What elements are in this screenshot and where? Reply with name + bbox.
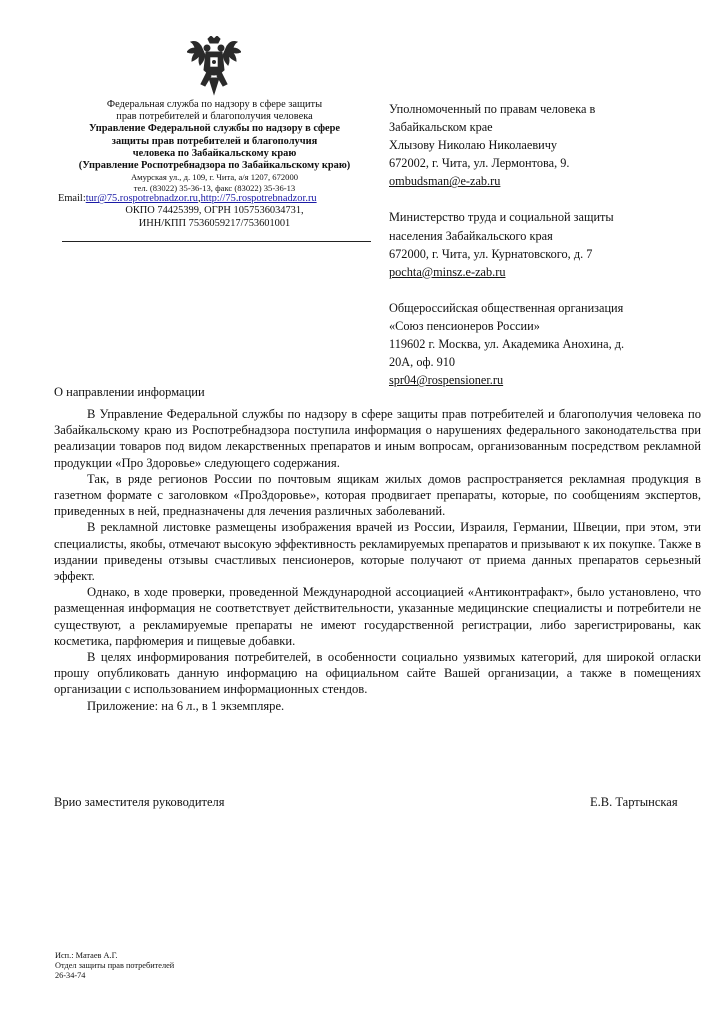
okpo-line: ОКПО 74425399, ОГРН 1057536034731, [125,205,304,217]
signer-position: Врио заместителя руководителя [54,795,225,809]
header-divider [62,241,371,242]
sender-header [52,99,377,242]
letter-subject: О направлении информации [54,385,205,399]
sender-phone: тел. (83022) 35-36-13, факс (83022) 35-36-13 [133,182,296,193]
inn-line: ИНН/КПП 7536059217/753601001 [138,217,291,229]
agency-line-2: прав потребителей и благополучия человека [116,111,313,123]
recipient-line: Министерство труда и социальной защиты [389,210,614,225]
recipient-email-link[interactable]: ombudsman@e-zab.ru [389,174,501,189]
letter-body [54,406,701,714]
recipients-block [389,100,689,407]
attachment-note: Приложение: на 6 л., в 1 экземпляре. [87,698,285,713]
double-headed-eagle-emblem-icon [187,36,241,96]
executor-department: Отдел защиты прав потребителей [55,961,175,970]
email-label: Email: [58,193,86,205]
recipient-line: Хлызову Николаю Николаевичу [389,138,558,153]
recipient-email-link[interactable]: pochta@minsz.e-zab.ru [389,264,506,279]
department-line-1: Управление Федеральной службы по надзору в сфере [88,123,341,135]
sender-email-line [52,193,377,205]
sender-website-link[interactable]: http://75.rospotrebnadzor.ru [200,193,317,205]
body-paragraph: В целях информирования потребителей, в особенности социально уязвимых категорий, для широкой огласки прошу опубликовать данную информацию на официальном сайте Вашей организации, а также в помещениях организации с использованием информационных стендов. [54,650,701,697]
recipient-line: населения Забайкальского края [389,228,553,243]
executor-footer [55,951,174,981]
executor-name: Исп.: Матаев А.Г. [55,951,118,960]
sender-email-link[interactable]: tur@75.rospotrebnadzor.ru [85,193,198,205]
recipient-ministry [389,208,689,280]
recipient-line: Общероссийская общественная организация [389,300,624,315]
email-separator: , [198,193,201,205]
recipient-line: Забайкальском крае [389,120,493,135]
body-paragraph: Однако, в ходе проверки, проведенной Международной ассоциацией «Антиконтрафакт», было установлено, что размещенная информация не соответствует действительности, указанные медицинские специалисты и потребители не существуют, а рекламируемые препараты не имеют государственной регистрации, либо зарегистрированы, как косметика, парфюмерия и пищевые добавки. [54,585,701,648]
executor-phone: 26-34-74 [55,971,86,980]
department-line-3: человека по Забайкальскому краю [132,147,297,159]
body-paragraph: В Управление Федеральной службы по надзору в сфере защиты прав потребителей и благополучия человека по Забайкальскому краю из Роспотребнадзора поступила информация о нарушениях федерального законодательства при реализации товаров под видом лекарственных препаратов и иным вопросам, организованным посредством рекламной продукции «Про Здоровье» следующего содержания. [54,407,701,470]
recipient-email-link[interactable]: spr04@rospensioner.ru [389,373,504,388]
body-paragraph: В рекламной листовке размещены изображения врачей из России, Израиля, Германии, Швеции, при этом, эти специалисты, якобы, отмечают высокую эффективность рекламируемых препаратов и призывают к их покупке. Также в издании приведены отзывы счастливых пенсионеров, которые получают от приема данных препаратов серьезный эффект. [54,520,701,584]
recipient-line: 119602 г. Москва, ул. Академика Анохина, д. [389,337,625,352]
recipient-line: 672002, г. Чита, ул. Лермонтова, 9. [389,156,570,171]
signer-name: Е.В. Тартынская [590,795,678,809]
body-paragraph: Так, в ряде регионов России по почтовым ящикам жилых домов распространяется рекламная продукция в газетном формате с заголовком «ПроЗдоровье», которая продвигает препараты, которые, по сообщениям экспертов, приведенных в ней, предназначены для лечения различных заболеваний. [54,471,701,519]
department-line-4: (Управление Роспотребнадзора по Забайкальскому краю) [78,160,351,172]
recipient-ombudsman [389,100,689,190]
agency-line-1: Федеральная служба по надзору в сфере защиты [106,99,323,110]
recipient-line: 20А, оф. 910 [389,355,456,370]
recipient-line: «Союз пенсионеров России» [389,318,540,333]
recipient-line: 672000, г. Чита, ул. Курнатовского, д. 7 [389,246,593,261]
department-line-2: защиты прав потребителей и благополучия [111,135,318,147]
recipient-line: Уполномоченный по правам человека в [389,102,596,116]
sender-address: Амурская ул., д. 109, г. Чита, а/я 1207, 672000 [130,172,299,183]
recipient-pensioners-union [389,299,689,389]
